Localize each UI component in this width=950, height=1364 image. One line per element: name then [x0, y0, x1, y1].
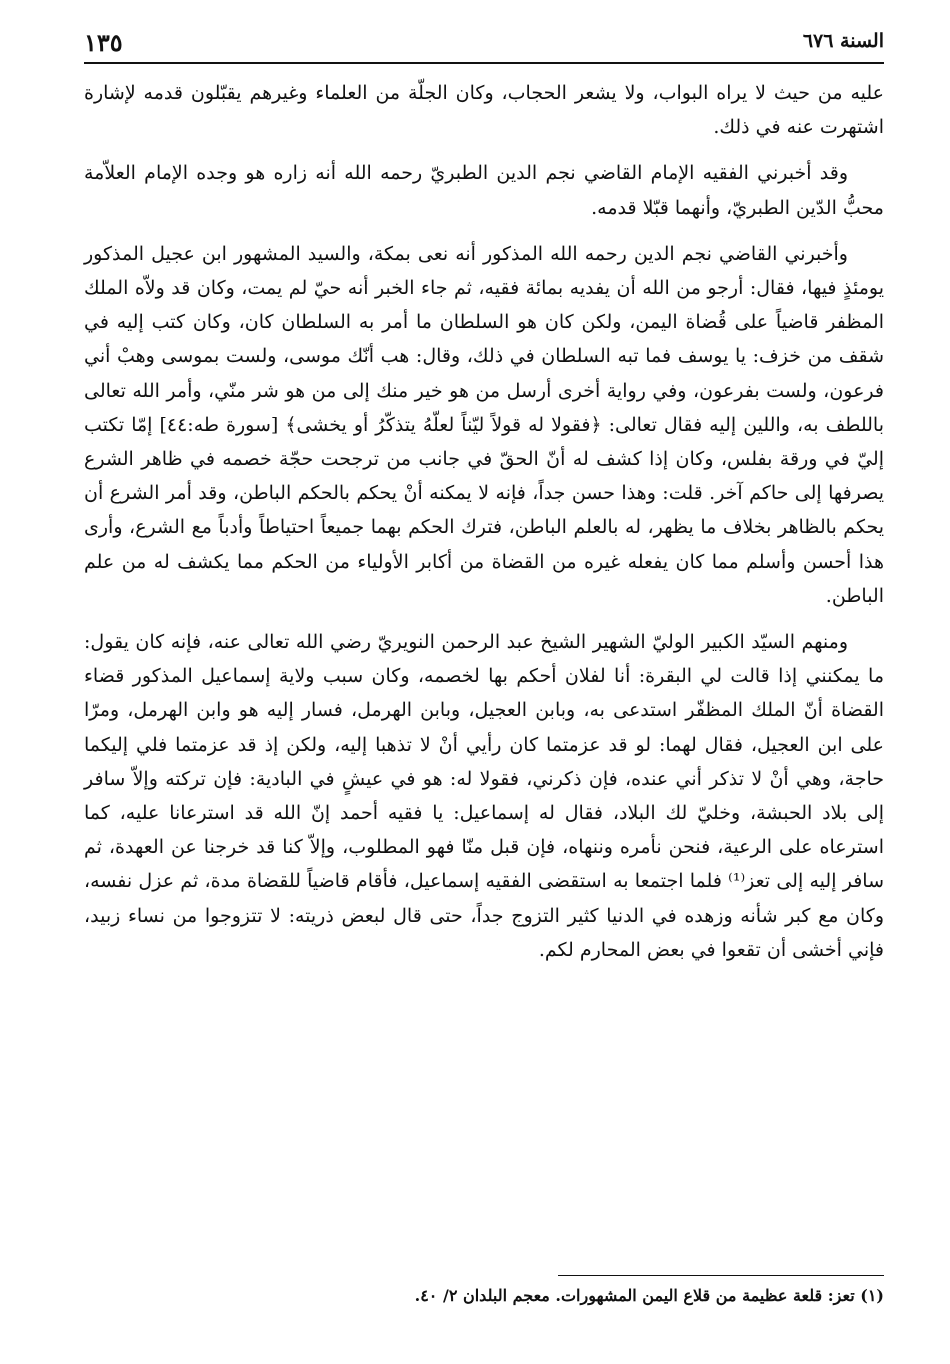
paragraph: وأخبرني القاضي نجم الدين رحمه الله المذكور أنه نعى بمكة، والسيد المشهور ابن عجيل المذكور يومئذٍ فيها، فقال: أرجو من الله أن يفديه بمائة فقيه، ثم جاء الخبر أنه حيّ لم يمت، وكان قد ولاّه الملك المظفر قاضياً على قُضاة اليمن، ولكن كان هو السلطان ما أمر به السلطان كان، وكان كتب إليه في شقف من خزف: يا يوسف فما تبه السلطان في ذلك، وقال: هب أنّك موسى، ولست بموسى وهبْ أني فرعون، ولست بفرعون، وفي رواية أخرى أرسل من هو خير منك إلى من هو شر منّي، وأمر الله تعالى باللطف به، واللين إليه فقال تعالى: ﴿فقولا له قولاً ليّناً لعلّهُ يتذكّرُ أو يخشى﴾ [سورة طه:٤٤] إمّا تكتب إليّ في ورقة بفلس، وكان إذا كشف له أنّ الحقّ في جانب من ترجحت حجّة خصمه في ظاهر الشرع يصرفها إلى حاكم آخر. قلت: وهذا حسن جداً، فإنه لا يمكنه أنْ يحكم بالحكم الباطن، وقد أمر الشرع أن يحكم بالظاهر بخلاف ما يظهر، له بالعلم الباطن، فترك الحكم بهما جميعاً احتياطاً وأدباً مع الشرع، وأرى هذا أحسن وأسلم مما كان يفعله غيره من القضاة من أكابر الأولياء من الحكم مما يكشف له من علم الباطن.: [84, 242, 885, 607]
paragraph: وقد أخبرني الفقيه الإمام القاضي نجم الدين الطبريّ رحمه الله أنه زاره هو وجده الإمام العلاّمة محبُّ الدّين الطبريّ، وأنهما قبّلا قدمه.: [84, 162, 884, 219]
page-header: [84, 28, 884, 64]
footnote: (١) تعز: قلعة عظيمة من قلاع اليمن المشهورات. معجم البلدان ٢/ ٤٠.: [414, 1286, 884, 1305]
paragraph: ومنهم السيّد الكبير الوليّ الشهير الشيخ عبد الرحمن النويريّ رضي الله تعالى عنه، فإنه كان يقول: ما يمكنني إذا قالت لي البقرة: أنا لفلان أحكم بها لخصمه، وكان سبب ولاية إسماعيل المذكور قضاء القضاة أنّ الملك المظفّر استدعى به، وبابن العجيل، وبابن الهرمل، فسار إليه هو وابن الهرمل، ومرّا على ابن العجيل، فقال لهما: لو قد عزمتما كان رأيي أنْ لا تذهبا إليه، ولكن إذ قد عزمتما فلي إليكما حاجة، وهي أنْ لا تذكر أني عنده، فإن ذكرني، فقولا له: هو في عيشٍ في البادية: فإن تركته وإلاّ سافر إلى بلاد الحبشة، وخليّ لك البلاد، فقال له إسماعيل: يا فقيه أحمد إنّ الله قد استرعانا عليه، كما استرعاه على الرعية، فنحن نأمره وننهاه، فإن قبل منّا فهو المطلوب، وإلاّ كنا قد خرجنا عن العهدة، ثم سافر إليه إلى تعز⁽¹⁾ فلما اجتمعا به استقضى الفقيه إسماعيل، فأقام قاضياً للقضاة مدة، ثم عزل نفسه، وكان مع كبر شأنه وزهده في الدنيا كثير التزوج جداً، حتى قال لبعض ذريته: لا تتزوجوا من نساء زبيد، فإني أخشى أن تقعوا في بعض المحارم لكم.: [84, 631, 885, 961]
page-number: ١٣٥: [84, 28, 123, 57]
body-text: [84, 76, 884, 967]
paragraph: عليه من حيث لا يراه البواب، ولا يشعر الحجاب، وكان الجلّة من العلماء وغيرهم يقبّلون قدمه لإشارة اشتهرت عنه في ذلك.: [84, 82, 884, 139]
running-head-year: السنة ٦٧٦: [802, 30, 884, 52]
footnote-separator: [558, 1275, 884, 1276]
document-page: [84, 28, 885, 1305]
